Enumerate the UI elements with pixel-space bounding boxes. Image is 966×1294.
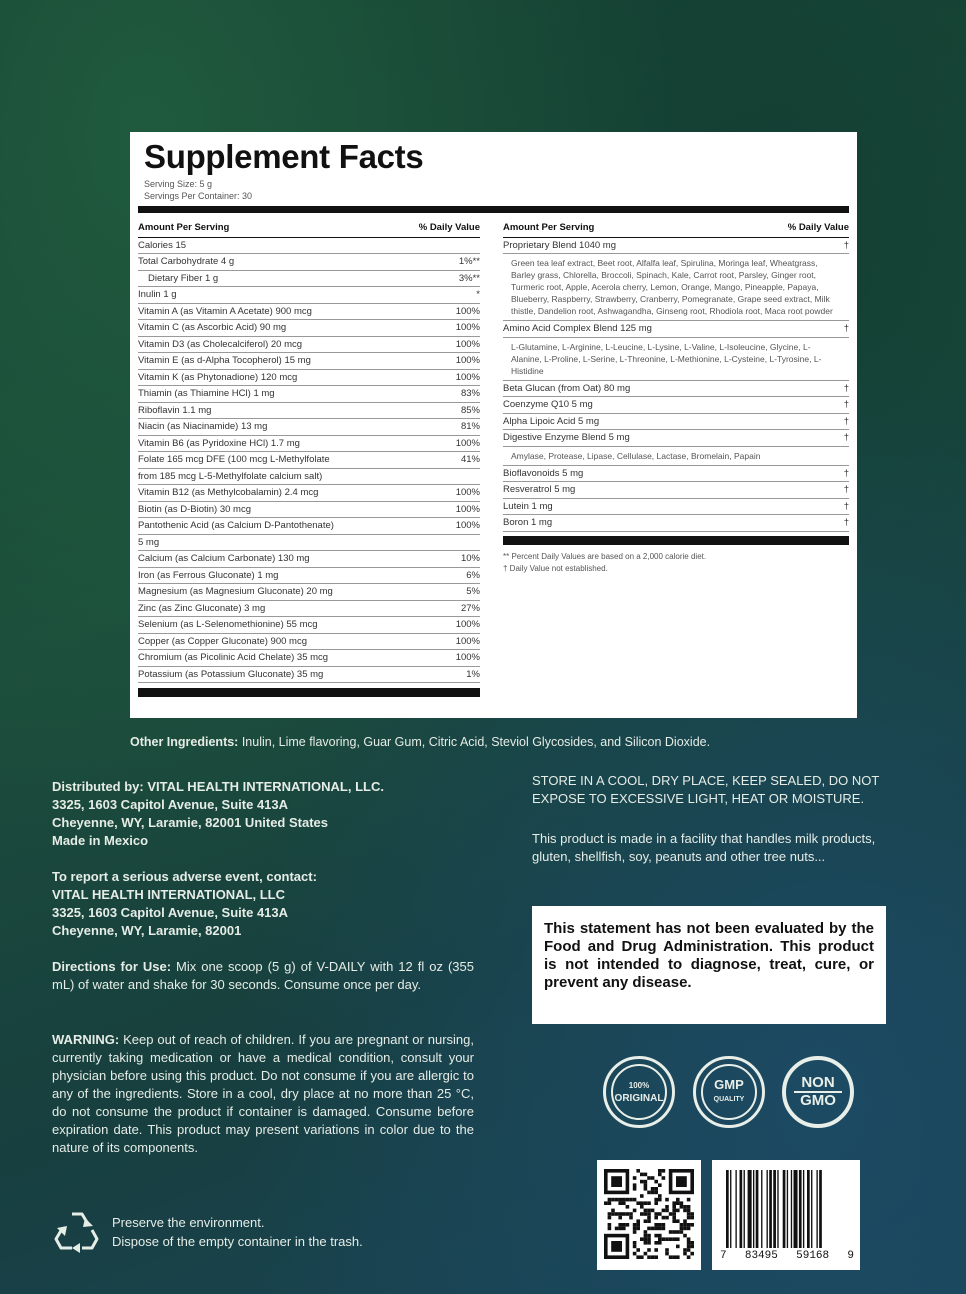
barcode-digit-group-1: 83495 [744,1250,778,1262]
nutrient-name: Boron 1 mg [503,517,553,528]
nutrient-name: Pantothenic Acid (as Calcium D-Pantothenate) [138,520,334,531]
nutrient-daily-value: † [843,399,849,410]
other-ingredients [130,735,710,749]
facts-row [138,584,480,601]
non-gmo-badge [782,1056,854,1128]
facts-row [138,337,480,354]
facts-row [503,430,849,447]
facts-row [503,397,849,414]
nutrient-daily-value: 100% [455,503,480,515]
amount-per-serving-label: Amount Per Serving [503,222,595,233]
nutrient-name: Vitamin E (as d-Alpha Tocopherol) 15 mg [138,355,311,366]
original-badge-inner [611,1064,667,1120]
nutrient-name: from 185 mcg L-5-Methylfolate calcium salt) [138,470,323,482]
amount-per-serving-label: Amount Per Serving [138,222,230,233]
nutrient-name: Calories 15 [138,239,187,251]
facts-row [503,499,849,516]
nutrient-name: Dietary Fiber 1 g [148,272,219,284]
nutrient-name: Chromium (as Picolinic Acid Chelate) 35 mcg [138,652,329,663]
facts-row [503,515,849,532]
nutrient-name: Folate 165 mcg DFE (100 mcg L-Methylfolate [138,454,330,465]
nutrient-daily-value [474,238,480,254]
gmp-badge-inner [701,1064,757,1120]
gmp-badge-label: GMP [714,1076,744,1092]
nutrient-name: Thiamin (as Thiamine HCl) 1 mg [138,388,275,399]
adverse-heading: To report a serious adverse event, contact: [52,869,317,884]
barcode-icon [712,1160,860,1270]
environment-line-1: Preserve the environment. [112,1215,265,1230]
nutrient-daily-value [474,535,480,551]
nutrient-daily-value: 3%** [458,272,480,284]
nutrient-daily-value: † [843,239,849,251]
made-in: Made in Mexico [52,833,149,848]
nutrient-name: Iron (as Ferrous Gluconate) 1 mg [138,569,279,581]
original-badge-top: 100% [628,1081,650,1090]
serving-info [144,178,252,202]
nutrient-name: Vitamin C (as Ascorbic Acid) 90 mg [138,322,287,333]
facts-row [503,414,849,431]
barcode-digit-group-2: 59168 [796,1250,830,1262]
nutrient-daily-value: 10% [460,553,480,564]
nutrient-daily-value: 100% [455,520,480,531]
nutrient-name: Riboflavin 1.1 mg [138,404,212,416]
nutrient-name: Magnesium (as Magnesium Gluconate) 20 mg [138,586,333,597]
nutrient-name: Inulin 1 g [138,289,177,300]
distributor-address-1: 3325, 1603 Capitol Avenue, Suite 413A [52,797,289,812]
qr-code-icon[interactable] [597,1160,701,1270]
environment-line-2: Dispose of the empty container in the trash. [112,1234,363,1249]
divider-bar-left-bottom [138,688,480,697]
facts-row [138,667,480,684]
nutrient-daily-value: 81% [460,421,480,432]
nutrient-daily-value: 1%** [458,256,480,267]
nutrient-name: Vitamin K (as Phytonadione) 120 mcg [138,371,298,383]
nutrient-name: Calcium (as Calcium Carbonate) 130 mg [138,553,310,564]
nutrient-name: 5 mg [138,536,160,548]
nutrient-name: Copper (as Copper Gluconate) 900 mcg [138,635,307,647]
warning-label: WARNING: [52,1032,120,1047]
facts-right-column [503,220,849,575]
nutrient-daily-value: 100% [455,652,480,663]
warning-block [52,1031,474,1157]
barcode-digits [720,1250,854,1262]
nutrient-daily-value: † [843,484,849,495]
facts-row [138,634,480,651]
supplement-facts-panel [130,132,857,718]
facts-row [138,370,480,387]
facts-row [138,535,480,552]
nutrient-daily-value: 100% [455,338,480,350]
adverse-company: VITAL HEALTH INTERNATIONAL, LLC [52,887,286,902]
divider-bar-top [138,206,849,213]
barcode-digit-check: 9 [847,1250,854,1262]
facts-row [503,321,849,338]
nutrient-name: Amino Acid Complex Blend 125 mg [503,323,652,334]
gmp-badge-sub: QUALITY [713,1095,745,1103]
nutrient-name: Biotin (as D-Biotin) 30 mcg [138,503,251,515]
nutrient-daily-value: † [843,500,849,512]
nutrient-name: Alpha Lipoic Acid 5 mg [503,415,600,427]
facts-row [503,381,849,398]
facts-row [138,254,480,271]
facts-row [138,386,480,403]
nutrient-name: Niacin (as Niacinamide) 13 mg [138,421,268,432]
serving-size: Serving Size: 5 g [144,179,213,189]
blend-ingredients-note: Amylase, Protease, Lipase, Cellulase, Lactase, Bromelain, Papain [503,447,849,466]
nutrient-name: Total Carbohydrate 4 g [138,256,235,267]
recycle-icon [52,1206,102,1261]
nutrient-daily-value [474,469,480,485]
nutrient-daily-value: 100% [455,355,480,366]
right-rows [503,238,849,532]
nutrient-name: Potassium (as Potassium Gluconate) 35 mg [138,668,324,680]
blend-ingredients-note: Green tea leaf extract, Beet root, Alfalfa leaf, Spirulina, Moringa leaf, Wheatgrass, Barley grass, Chlorella, Broccoli, Spinach, Kale, Carrot root, Parsley, Ginger root, Turmeric root, Apple, Acerola cherry, Lemon, Orange, Mango, Pineapple, Papaya, Blueberry, Raspberry, Strawberry, Cranberry, Pomegranate, Grape seed extract, Milk thistle, Dandelion root, Ashwagandha, Ginseng root, Rhodiola root, Maca root powder [503,254,849,321]
nutrient-daily-value: † [843,323,849,334]
nutrient-name: Zinc (as Zinc Gluconate) 3 mg [138,602,266,614]
facts-row [138,403,480,420]
servings-per-container: Servings Per Container: 30 [144,191,253,201]
nutrient-daily-value: 100% [455,305,480,317]
original-badge-label: ORIGINAL [614,1093,664,1104]
nutrient-name: Proprietary Blend 1040 mg [503,239,617,251]
nutrient-name: Beta Glucan (from Oat) 80 mg [503,382,631,394]
fda-disclaimer: This statement has not been evaluated by the Food and Drug Administration. This product is not intended to diagnose, treat, cure, or prevent any disease. [532,906,886,1024]
facts-footnotes [503,545,849,575]
facts-row [503,482,849,499]
nutrient-daily-value: † [843,467,849,479]
facts-row [503,238,849,255]
barcode-digit-lead: 7 [720,1250,727,1262]
facts-row [138,271,480,288]
right-column-header [503,220,849,238]
facts-row [138,304,480,321]
nutrient-name: Selenium (as L-Selenomethionine) 55 mcg [138,619,318,630]
directions-block [52,958,474,994]
nutrient-name: Bioflavonoids 5 mg [503,467,584,479]
nutrient-daily-value: 100% [455,619,480,630]
daily-value-label: % Daily Value [418,222,480,233]
non-gmo-badge-top: NON [801,1074,835,1091]
nutrient-daily-value: † [843,432,849,443]
facts-row [138,502,480,519]
directions-label: Directions for Use: [52,959,172,974]
nutrient-daily-value: 100% [455,635,480,647]
distributor-block [52,778,474,850]
adverse-address-1: 3325, 1603 Capitol Avenue, Suite 413A [52,905,289,920]
footnote-daily-values: ** Percent Daily Values are based on a 2,000 calorie diet. [503,551,707,561]
facts-row [138,650,480,667]
directions-text: Mix one scoop (5 g) of V-DAILY with 12 fl oz (355 mL) of water and shake for 30 seconds. Consume once per day. [52,959,474,992]
nutrient-daily-value: 85% [460,404,480,416]
facts-title: Supplement Facts [144,138,424,175]
other-ingredients-text: Inulin, Lime flavoring, Guar Gum, Citric Acid, Steviol Glycosides, and Silicon Dioxide. [238,735,711,749]
adverse-address-2: Cheyenne, WY, Laramie, 82001 [52,923,242,938]
nutrient-name: Vitamin D3 (as Cholecalciferol) 20 mcg [138,338,303,350]
gmp-badge [693,1056,765,1128]
facts-row [138,419,480,436]
distributor-name: Distributed by: VITAL HEALTH INTERNATIONAL, LLC. [52,779,384,794]
left-rows [138,238,480,684]
facts-row [138,287,480,304]
environment-text [112,1213,363,1251]
nutrient-daily-value: † [843,382,849,394]
nutrient-daily-value: 100% [455,487,480,498]
daily-value-label: % Daily Value [787,222,849,233]
facts-row [138,551,480,568]
left-column-header [138,220,480,238]
facts-row [138,238,480,255]
nutrient-daily-value: 83% [460,388,480,399]
facts-left-column [138,220,480,697]
nutrient-daily-value: † [843,415,849,427]
blend-ingredients-note: L-Glutamine, L-Arginine, L-Leucine, L-Lysine, L-Valine, L-Isoleucine, Glycine, L-Alanine, L-Proline, L-Serine, L-Threonine, L-Methionine, L-Cysteine, L-Tyrosine, L-Histidine [503,338,849,381]
facts-row [138,452,480,469]
facts-row [138,568,480,585]
nutrient-daily-value: 6% [466,569,480,581]
warning-text: Keep out of reach of children. If you are pregnant or nursing, currently taking medication or have a medical condition, consult your physician before using this product. Do not consume if you are allergic to any of the ingredients. Store in a cool, dry place at no more than 25 °C, do not consume the product if container is damaged. Consume before expiration date. This product may present variations in color due to the nature of its components. [52,1032,474,1155]
non-gmo-badge-bottom: GMO [800,1092,836,1109]
nutrient-name: Lutein 1 mg [503,500,553,512]
divider-bar-right-bottom [503,536,849,545]
facts-row [138,353,480,370]
facts-row [138,485,480,502]
nutrient-daily-value: 100% [455,371,480,383]
nutrient-daily-value: 41% [460,454,480,465]
nutrient-daily-value: 5% [466,586,480,597]
original-badge [603,1056,675,1128]
footnote-not-established: † Daily Value not established. [503,563,608,573]
nutrient-daily-value: 100% [455,322,480,333]
facts-row [138,601,480,618]
storage-text: STORE IN A COOL, DRY PLACE, KEEP SEALED, DO NOT EXPOSE TO EXCESSIVE LIGHT, HEAT OR MOISTURE. [532,773,880,806]
allergen-text: This product is made in a facility that handles milk products, gluten, shellfish, soy, peanuts and other tree nuts... [532,831,876,864]
nutrient-name: Vitamin B12 (as Methylcobalamin) 2.4 mcg [138,487,319,498]
nutrient-name: Coenzyme Q10 5 mg [503,399,593,410]
nutrient-name: Vitamin B6 (as Pyridoxine HCl) 1.7 mg [138,437,300,449]
other-ingredients-label: Other Ingredients: [130,735,239,749]
nutrient-name: Resveratrol 5 mg [503,484,576,495]
adverse-event-block [52,868,474,940]
nutrient-daily-value: † [843,517,849,528]
facts-row [138,617,480,634]
nutrient-daily-value: 100% [455,437,480,449]
nutrient-name: Vitamin A (as Vitamin A Acetate) 900 mcg [138,305,312,317]
facts-row [138,436,480,453]
nutrient-daily-value: 27% [460,602,480,614]
nutrient-daily-value: 1% [466,668,480,680]
distributor-address-2: Cheyenne, WY, Laramie, 82001 United States [52,815,328,830]
facts-row [138,320,480,337]
facts-row [138,469,480,486]
facts-row [503,466,849,483]
nutrient-name: Digestive Enzyme Blend 5 mg [503,432,630,443]
facts-row [138,518,480,535]
nutrient-daily-value: * [476,289,480,300]
